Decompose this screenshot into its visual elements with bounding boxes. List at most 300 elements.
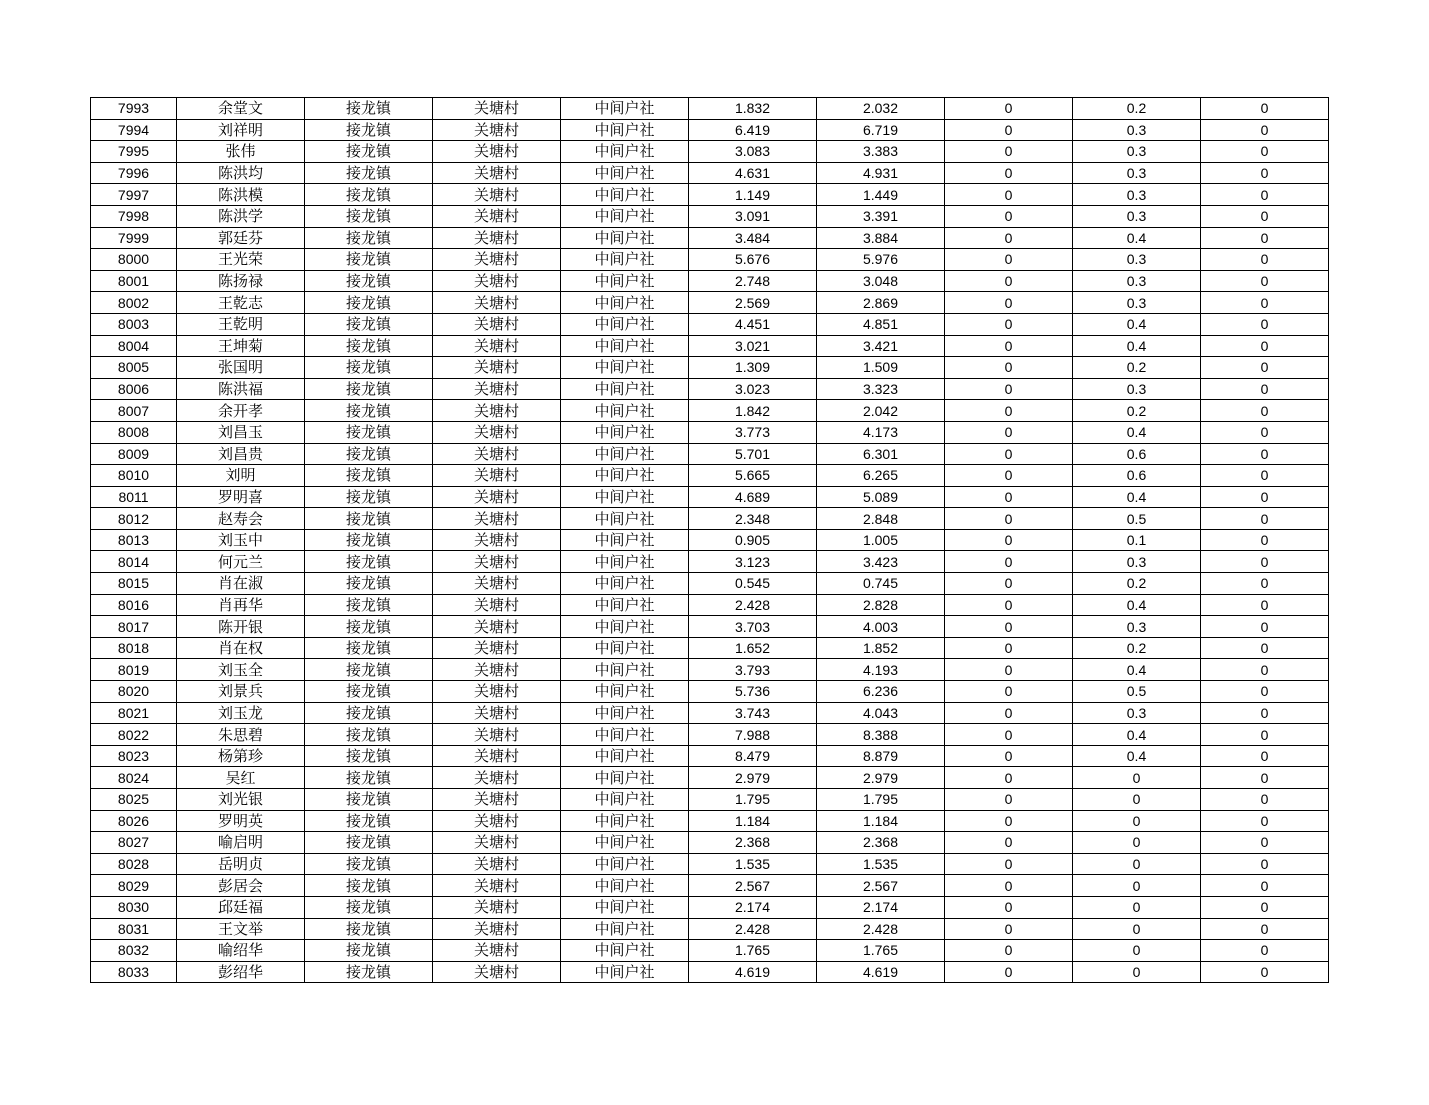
table-row [91, 529, 1329, 551]
group-cell: 中间户社 [561, 551, 689, 573]
value-e-cell: 0 [1201, 594, 1329, 616]
group-cell: 中间户社 [561, 400, 689, 422]
name-cell: 岳明贞 [177, 853, 305, 875]
value-a-cell: 3.021 [689, 335, 817, 357]
value-c-cell: 0 [945, 767, 1073, 789]
id-cell: 7996 [91, 162, 177, 184]
group-cell: 中间户社 [561, 529, 689, 551]
value-a-cell: 5.736 [689, 681, 817, 703]
id-cell: 8005 [91, 357, 177, 379]
value-e-cell: 0 [1201, 249, 1329, 271]
value-a-cell: 3.743 [689, 702, 817, 724]
village-cell: 关塘村 [433, 141, 561, 163]
value-e-cell: 0 [1201, 378, 1329, 400]
village-cell: 关塘村 [433, 832, 561, 854]
value-a-cell: 0.545 [689, 573, 817, 595]
value-d-cell: 0.4 [1073, 313, 1201, 335]
value-b-cell: 1.535 [817, 853, 945, 875]
value-b-cell: 3.383 [817, 141, 945, 163]
name-cell: 喻绍华 [177, 940, 305, 962]
value-e-cell: 0 [1201, 205, 1329, 227]
value-e-cell: 0 [1201, 637, 1329, 659]
town-cell: 接龙镇 [305, 789, 433, 811]
village-cell: 关塘村 [433, 810, 561, 832]
group-cell: 中间户社 [561, 745, 689, 767]
town-cell: 接龙镇 [305, 443, 433, 465]
value-e-cell: 0 [1201, 573, 1329, 595]
value-c-cell: 0 [945, 745, 1073, 767]
value-a-cell: 1.652 [689, 637, 817, 659]
name-cell: 罗明喜 [177, 486, 305, 508]
village-cell: 关塘村 [433, 529, 561, 551]
id-cell: 8014 [91, 551, 177, 573]
group-cell: 中间户社 [561, 335, 689, 357]
value-a-cell: 1.184 [689, 810, 817, 832]
value-c-cell: 0 [945, 659, 1073, 681]
id-cell: 8006 [91, 378, 177, 400]
town-cell: 接龙镇 [305, 184, 433, 206]
id-cell: 8028 [91, 853, 177, 875]
value-b-cell: 6.719 [817, 119, 945, 141]
town-cell: 接龙镇 [305, 400, 433, 422]
value-a-cell: 5.701 [689, 443, 817, 465]
table-row [91, 724, 1329, 746]
village-cell: 关塘村 [433, 573, 561, 595]
table-row [91, 465, 1329, 487]
value-a-cell: 2.348 [689, 508, 817, 530]
group-cell: 中间户社 [561, 205, 689, 227]
table-row [91, 940, 1329, 962]
town-cell: 接龙镇 [305, 486, 433, 508]
value-e-cell: 0 [1201, 529, 1329, 551]
id-cell: 8000 [91, 249, 177, 271]
value-b-cell: 4.173 [817, 421, 945, 443]
value-a-cell: 1.535 [689, 853, 817, 875]
value-c-cell: 0 [945, 119, 1073, 141]
town-cell: 接龙镇 [305, 594, 433, 616]
village-cell: 关塘村 [433, 98, 561, 120]
value-a-cell: 7.988 [689, 724, 817, 746]
group-cell: 中间户社 [561, 378, 689, 400]
value-b-cell: 2.368 [817, 832, 945, 854]
group-cell: 中间户社 [561, 141, 689, 163]
value-a-cell: 5.676 [689, 249, 817, 271]
table-row [91, 573, 1329, 595]
town-cell: 接龙镇 [305, 357, 433, 379]
value-a-cell: 2.979 [689, 767, 817, 789]
value-d-cell: 0 [1073, 853, 1201, 875]
value-c-cell: 0 [945, 832, 1073, 854]
value-e-cell: 0 [1201, 443, 1329, 465]
value-b-cell: 2.848 [817, 508, 945, 530]
name-cell: 刘祥明 [177, 119, 305, 141]
value-c-cell: 0 [945, 789, 1073, 811]
value-c-cell: 0 [945, 724, 1073, 746]
name-cell: 赵寿会 [177, 508, 305, 530]
name-cell: 陈洪均 [177, 162, 305, 184]
id-cell: 8013 [91, 529, 177, 551]
name-cell: 张伟 [177, 141, 305, 163]
value-a-cell: 2.567 [689, 875, 817, 897]
value-c-cell: 0 [945, 702, 1073, 724]
value-d-cell: 0 [1073, 875, 1201, 897]
value-a-cell: 2.428 [689, 594, 817, 616]
value-d-cell: 0.3 [1073, 119, 1201, 141]
id-cell: 8010 [91, 465, 177, 487]
value-e-cell: 0 [1201, 162, 1329, 184]
table-row [91, 875, 1329, 897]
value-b-cell: 3.391 [817, 205, 945, 227]
group-cell: 中间户社 [561, 940, 689, 962]
value-a-cell: 4.619 [689, 961, 817, 983]
value-b-cell: 1.005 [817, 529, 945, 551]
value-d-cell: 0.4 [1073, 227, 1201, 249]
group-cell: 中间户社 [561, 443, 689, 465]
value-a-cell: 1.309 [689, 357, 817, 379]
town-cell: 接龙镇 [305, 637, 433, 659]
value-a-cell: 1.765 [689, 940, 817, 962]
name-cell: 陈洪模 [177, 184, 305, 206]
value-c-cell: 0 [945, 616, 1073, 638]
value-e-cell: 0 [1201, 616, 1329, 638]
value-c-cell: 0 [945, 227, 1073, 249]
value-a-cell: 3.091 [689, 205, 817, 227]
town-cell: 接龙镇 [305, 551, 433, 573]
town-cell: 接龙镇 [305, 141, 433, 163]
value-e-cell: 0 [1201, 357, 1329, 379]
name-cell: 刘玉龙 [177, 702, 305, 724]
id-cell: 8007 [91, 400, 177, 422]
table-row [91, 637, 1329, 659]
value-b-cell: 1.765 [817, 940, 945, 962]
value-b-cell: 2.428 [817, 918, 945, 940]
value-e-cell: 0 [1201, 227, 1329, 249]
value-a-cell: 4.451 [689, 313, 817, 335]
name-cell: 余开孝 [177, 400, 305, 422]
value-d-cell: 0.2 [1073, 573, 1201, 595]
id-cell: 8019 [91, 659, 177, 681]
group-cell: 中间户社 [561, 98, 689, 120]
table-row [91, 767, 1329, 789]
value-d-cell: 0.2 [1073, 98, 1201, 120]
data-table [90, 97, 1329, 983]
group-cell: 中间户社 [561, 810, 689, 832]
name-cell: 彭居会 [177, 875, 305, 897]
value-c-cell: 0 [945, 292, 1073, 314]
group-cell: 中间户社 [561, 119, 689, 141]
town-cell: 接龙镇 [305, 853, 433, 875]
value-b-cell: 4.619 [817, 961, 945, 983]
value-b-cell: 4.931 [817, 162, 945, 184]
town-cell: 接龙镇 [305, 529, 433, 551]
id-cell: 8017 [91, 616, 177, 638]
name-cell: 王坤菊 [177, 335, 305, 357]
id-cell: 8008 [91, 421, 177, 443]
value-d-cell: 0.4 [1073, 724, 1201, 746]
table-row [91, 184, 1329, 206]
table-row [91, 853, 1329, 875]
group-cell: 中间户社 [561, 508, 689, 530]
value-c-cell: 0 [945, 529, 1073, 551]
value-e-cell: 0 [1201, 832, 1329, 854]
value-e-cell: 0 [1201, 702, 1329, 724]
village-cell: 关塘村 [433, 767, 561, 789]
town-cell: 接龙镇 [305, 961, 433, 983]
value-d-cell: 0.3 [1073, 184, 1201, 206]
table-row [91, 421, 1329, 443]
table-row [91, 357, 1329, 379]
town-cell: 接龙镇 [305, 227, 433, 249]
town-cell: 接龙镇 [305, 162, 433, 184]
value-d-cell: 0.4 [1073, 421, 1201, 443]
value-e-cell: 0 [1201, 270, 1329, 292]
group-cell: 中间户社 [561, 465, 689, 487]
village-cell: 关塘村 [433, 918, 561, 940]
value-c-cell: 0 [945, 918, 1073, 940]
value-d-cell: 0.3 [1073, 162, 1201, 184]
value-a-cell: 8.479 [689, 745, 817, 767]
value-a-cell: 2.428 [689, 918, 817, 940]
group-cell: 中间户社 [561, 421, 689, 443]
village-cell: 关塘村 [433, 335, 561, 357]
town-cell: 接龙镇 [305, 616, 433, 638]
value-b-cell: 2.174 [817, 896, 945, 918]
village-cell: 关塘村 [433, 465, 561, 487]
village-cell: 关塘村 [433, 551, 561, 573]
value-b-cell: 1.852 [817, 637, 945, 659]
value-b-cell: 5.976 [817, 249, 945, 271]
id-cell: 7999 [91, 227, 177, 249]
town-cell: 接龙镇 [305, 292, 433, 314]
value-d-cell: 0 [1073, 789, 1201, 811]
group-cell: 中间户社 [561, 896, 689, 918]
value-b-cell: 5.089 [817, 486, 945, 508]
name-cell: 肖再华 [177, 594, 305, 616]
value-d-cell: 0 [1073, 918, 1201, 940]
value-b-cell: 3.323 [817, 378, 945, 400]
table-row [91, 227, 1329, 249]
table-row [91, 659, 1329, 681]
value-a-cell: 3.023 [689, 378, 817, 400]
id-cell: 8015 [91, 573, 177, 595]
value-e-cell: 0 [1201, 940, 1329, 962]
name-cell: 刘景兵 [177, 681, 305, 703]
id-cell: 7994 [91, 119, 177, 141]
value-c-cell: 0 [945, 594, 1073, 616]
value-b-cell: 3.421 [817, 335, 945, 357]
value-c-cell: 0 [945, 875, 1073, 897]
town-cell: 接龙镇 [305, 681, 433, 703]
id-cell: 8026 [91, 810, 177, 832]
id-cell: 8020 [91, 681, 177, 703]
name-cell: 王乾志 [177, 292, 305, 314]
id-cell: 8012 [91, 508, 177, 530]
name-cell: 朱思碧 [177, 724, 305, 746]
village-cell: 关塘村 [433, 508, 561, 530]
table-row [91, 98, 1329, 120]
value-c-cell: 0 [945, 486, 1073, 508]
value-d-cell: 0.3 [1073, 141, 1201, 163]
value-c-cell: 0 [945, 421, 1073, 443]
village-cell: 关塘村 [433, 940, 561, 962]
village-cell: 关塘村 [433, 616, 561, 638]
table-row [91, 292, 1329, 314]
value-d-cell: 0 [1073, 961, 1201, 983]
table-row [91, 335, 1329, 357]
value-c-cell: 0 [945, 400, 1073, 422]
value-d-cell: 0.3 [1073, 270, 1201, 292]
value-d-cell: 0.4 [1073, 745, 1201, 767]
village-cell: 关塘村 [433, 745, 561, 767]
value-c-cell: 0 [945, 184, 1073, 206]
value-c-cell: 0 [945, 162, 1073, 184]
group-cell: 中间户社 [561, 724, 689, 746]
village-cell: 关塘村 [433, 853, 561, 875]
value-e-cell: 0 [1201, 896, 1329, 918]
village-cell: 关塘村 [433, 961, 561, 983]
group-cell: 中间户社 [561, 227, 689, 249]
group-cell: 中间户社 [561, 853, 689, 875]
value-b-cell: 2.042 [817, 400, 945, 422]
value-c-cell: 0 [945, 335, 1073, 357]
value-b-cell: 2.567 [817, 875, 945, 897]
village-cell: 关塘村 [433, 249, 561, 271]
value-d-cell: 0.3 [1073, 292, 1201, 314]
table-row [91, 961, 1329, 983]
value-b-cell: 6.265 [817, 465, 945, 487]
group-cell: 中间户社 [561, 357, 689, 379]
table-row [91, 832, 1329, 854]
name-cell: 刘昌玉 [177, 421, 305, 443]
id-cell: 8030 [91, 896, 177, 918]
value-e-cell: 0 [1201, 767, 1329, 789]
table-row [91, 486, 1329, 508]
value-e-cell: 0 [1201, 335, 1329, 357]
name-cell: 陈扬禄 [177, 270, 305, 292]
name-cell: 余堂文 [177, 98, 305, 120]
value-c-cell: 0 [945, 810, 1073, 832]
name-cell: 喻启明 [177, 832, 305, 854]
table-row [91, 918, 1329, 940]
table-row [91, 745, 1329, 767]
value-c-cell: 0 [945, 270, 1073, 292]
value-d-cell: 0.4 [1073, 659, 1201, 681]
value-e-cell: 0 [1201, 508, 1329, 530]
value-d-cell: 0.4 [1073, 486, 1201, 508]
value-c-cell: 0 [945, 853, 1073, 875]
id-cell: 8003 [91, 313, 177, 335]
town-cell: 接龙镇 [305, 313, 433, 335]
value-d-cell: 0 [1073, 940, 1201, 962]
group-cell: 中间户社 [561, 249, 689, 271]
name-cell: 肖在淑 [177, 573, 305, 595]
value-e-cell: 0 [1201, 292, 1329, 314]
id-cell: 8011 [91, 486, 177, 508]
value-e-cell: 0 [1201, 551, 1329, 573]
value-b-cell: 1.184 [817, 810, 945, 832]
id-cell: 8029 [91, 875, 177, 897]
value-e-cell: 0 [1201, 486, 1329, 508]
value-e-cell: 0 [1201, 313, 1329, 335]
id-cell: 8031 [91, 918, 177, 940]
name-cell: 刘光银 [177, 789, 305, 811]
value-a-cell: 3.123 [689, 551, 817, 573]
table-row [91, 162, 1329, 184]
value-c-cell: 0 [945, 508, 1073, 530]
id-cell: 8027 [91, 832, 177, 854]
value-b-cell: 8.388 [817, 724, 945, 746]
value-a-cell: 0.905 [689, 529, 817, 551]
value-e-cell: 0 [1201, 745, 1329, 767]
group-cell: 中间户社 [561, 789, 689, 811]
id-cell: 8025 [91, 789, 177, 811]
value-d-cell: 0.3 [1073, 616, 1201, 638]
value-e-cell: 0 [1201, 465, 1329, 487]
name-cell: 何元兰 [177, 551, 305, 573]
group-cell: 中间户社 [561, 573, 689, 595]
town-cell: 接龙镇 [305, 810, 433, 832]
value-b-cell: 6.236 [817, 681, 945, 703]
value-b-cell: 0.745 [817, 573, 945, 595]
value-e-cell: 0 [1201, 724, 1329, 746]
value-a-cell: 3.484 [689, 227, 817, 249]
town-cell: 接龙镇 [305, 659, 433, 681]
table-row [91, 249, 1329, 271]
village-cell: 关塘村 [433, 270, 561, 292]
table-row [91, 313, 1329, 335]
value-b-cell: 1.509 [817, 357, 945, 379]
value-d-cell: 0.5 [1073, 508, 1201, 530]
value-a-cell: 3.083 [689, 141, 817, 163]
village-cell: 关塘村 [433, 400, 561, 422]
value-e-cell: 0 [1201, 659, 1329, 681]
value-c-cell: 0 [945, 378, 1073, 400]
name-cell: 吴红 [177, 767, 305, 789]
group-cell: 中间户社 [561, 832, 689, 854]
value-a-cell: 5.665 [689, 465, 817, 487]
value-c-cell: 0 [945, 313, 1073, 335]
value-b-cell: 1.795 [817, 789, 945, 811]
village-cell: 关塘村 [433, 637, 561, 659]
table-row [91, 508, 1329, 530]
value-b-cell: 3.048 [817, 270, 945, 292]
town-cell: 接龙镇 [305, 745, 433, 767]
village-cell: 关塘村 [433, 486, 561, 508]
town-cell: 接龙镇 [305, 249, 433, 271]
value-b-cell: 4.043 [817, 702, 945, 724]
name-cell: 王文举 [177, 918, 305, 940]
village-cell: 关塘村 [433, 205, 561, 227]
value-d-cell: 0.2 [1073, 400, 1201, 422]
table-row [91, 702, 1329, 724]
value-a-cell: 1.149 [689, 184, 817, 206]
group-cell: 中间户社 [561, 594, 689, 616]
name-cell: 郭廷芬 [177, 227, 305, 249]
name-cell: 罗明英 [177, 810, 305, 832]
name-cell: 刘玉全 [177, 659, 305, 681]
town-cell: 接龙镇 [305, 378, 433, 400]
value-b-cell: 4.193 [817, 659, 945, 681]
name-cell: 陈洪学 [177, 205, 305, 227]
value-a-cell: 2.174 [689, 896, 817, 918]
village-cell: 关塘村 [433, 443, 561, 465]
village-cell: 关塘村 [433, 184, 561, 206]
value-c-cell: 0 [945, 205, 1073, 227]
village-cell: 关塘村 [433, 162, 561, 184]
id-cell: 8022 [91, 724, 177, 746]
group-cell: 中间户社 [561, 162, 689, 184]
value-e-cell: 0 [1201, 400, 1329, 422]
